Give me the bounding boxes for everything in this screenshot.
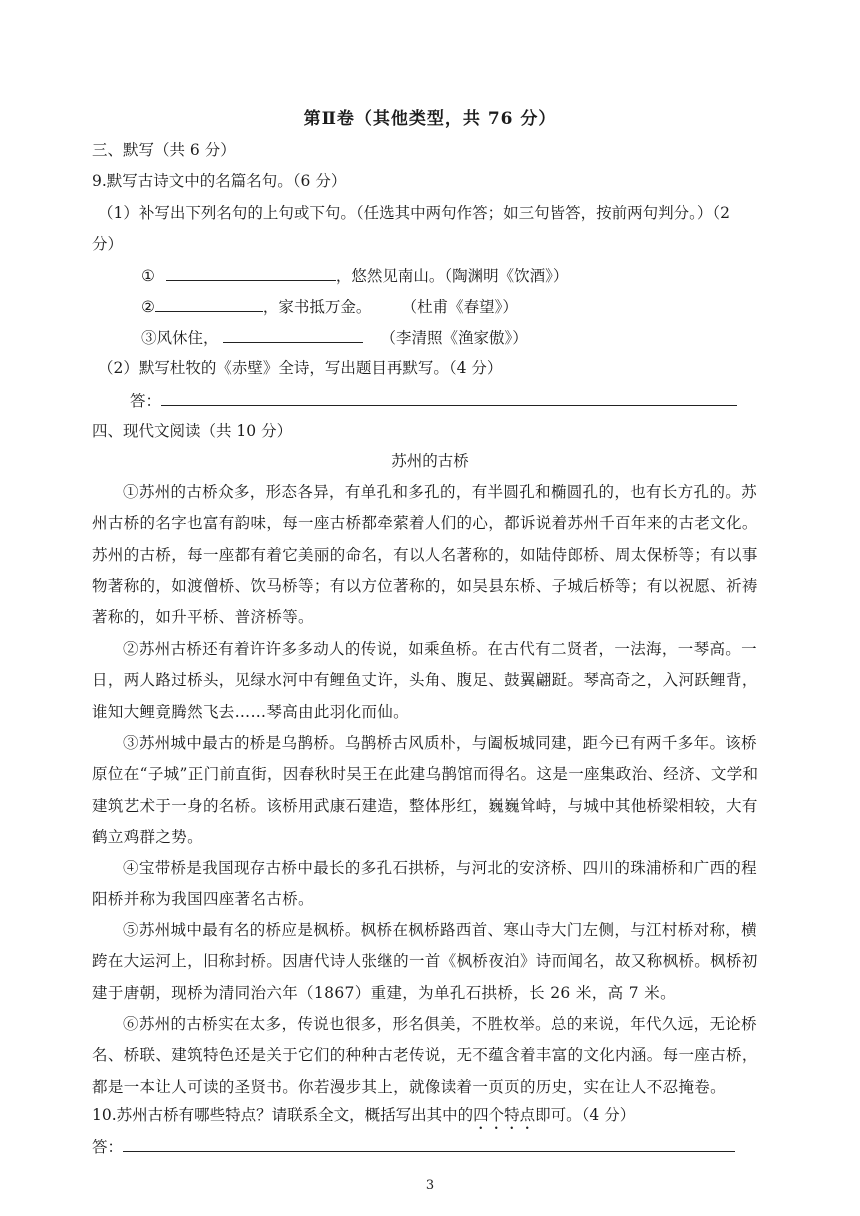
- question-10: [92, 1105, 635, 1133]
- article-paragraph-6: ⑥苏州的古桥实在太多，传说也很多，形名俱美，不胜枚举。总的来说，年代久远，无论桥名、桥联、建筑特色还是关于它们的种种古老传说，无不蕴含着丰富的文化内涵。每一座古桥，都是一本让人可读的圣贤书。你若漫步其上，就像读着一页页的历史，实在让人不忍掩卷。: [92, 1015, 758, 1096]
- article-paragraph-3: ③苏州城中最古的桥是乌鹊桥。乌鹊桥古风质朴，与阖板城同建，距今已有两千多年。该桥原位在“子城”正门前直街，因春秋时吴王在此建乌鹊馆而得名。这是一座集政治、经济、文学和建筑艺术于一身的名桥。该桥用武康石建造，整体彤红，巍巍耸峙，与城中其他桥梁相较，大有鹤立鸡群之势。: [92, 734, 759, 846]
- fill-item-1: [141, 265, 568, 286]
- answer-blank-10[interactable]: [123, 1136, 735, 1152]
- question-9-part1: （1）补写出下列名句的上句或下句。（任选其中两句作答；如三句皆答，按前两句判分。）（2: [98, 204, 730, 222]
- question-9: 9.默写古诗文中的名篇名句。（6 分）: [92, 172, 347, 190]
- article-title: 苏州的古桥: [391, 452, 469, 470]
- question-10-prefix: 10.苏州古桥有哪些特点？请联系全文，概括写出其中的: [92, 1106, 474, 1124]
- item-3-source: （李清照《渔家傲》）: [380, 329, 528, 347]
- answer-blank-poem[interactable]: [161, 390, 737, 406]
- page-number: 3: [425, 1178, 435, 1193]
- answer-line-10: [92, 1136, 735, 1157]
- article-paragraph-5: ⑤苏州城中最有名的桥应是枫桥。枫桥在枫桥路西首、寒山寺大门左侧，与江村桥对称，横跨在大运河上，旧称封桥。因唐代诗人张继的一首《枫桥夜泊》诗而闻名，故又称枫桥。枫桥初建于唐朝，现桥为清同治六年（1867）重建，为单孔石拱桥，长 26 米，高 7 米。: [92, 921, 758, 1002]
- section4-heading: 四、现代文阅读（共 10 分）: [92, 422, 293, 440]
- item-1-mark: ①: [141, 267, 155, 285]
- item-1-text: ，悠然见南山。（陶渊明《饮酒》）: [335, 267, 569, 285]
- article-paragraph-4: ④宝带桥是我国现存古桥中最长的多孔石拱桥，与河北的安济桥、四川的珠浦桥和广西的程阳桥并称为我国四座著名古桥。: [92, 859, 758, 909]
- article-paragraph-2: ②苏州古桥还有着许许多多动人的传说，如乘鱼桥。在古代有二贤者，一法海，一琴高。一日，两人路过桥头，见绿水河中有鲤鱼丈许，头角、腹足、鼓翼翩跹。琴高奇之，入河跃鲤背，谁知大鲤竟腾然飞去……琴高由此羽化而仙。: [92, 640, 758, 721]
- answer-blank-1[interactable]: [166, 265, 336, 281]
- section3-heading: 三、默写（共 6 分）: [92, 141, 236, 159]
- fill-item-2: [141, 296, 518, 317]
- question-9-part1-cont: 分）: [92, 235, 124, 253]
- item-2-text: ，家书抵万金。: [262, 298, 372, 316]
- answer-blank-2[interactable]: [155, 296, 263, 312]
- question-10-emphasis: 四个特点: [473, 1106, 536, 1124]
- item-2-mark: ②: [141, 298, 155, 316]
- question-10-suffix: 即可。（4 分）: [535, 1106, 636, 1124]
- item-2-source: （杜甫《春望》）: [409, 298, 518, 316]
- answer-label: 答：: [130, 392, 162, 410]
- fill-item-3: [141, 327, 528, 348]
- question-9-part2: （2）默写杜牧的《赤壁》全诗，写出题目再默写。（4 分）: [98, 359, 503, 377]
- answer-line-9: [130, 390, 737, 411]
- answer-label-10: 答：: [92, 1138, 124, 1156]
- answer-blank-3[interactable]: [223, 327, 363, 343]
- item-3-prefix: ③风休住，: [141, 329, 219, 347]
- article-paragraph-1: ①苏州的古桥众多，形态各异，有单孔和多孔的，有半圆孔和椭圆孔的，也有长方孔的。苏州古桥的名字也富有韵味，每一座古桥都牵萦着人们的心，都诉说着苏州千百年来的古老文化。苏州的古桥，每一座都有着它美丽的命名，有以人名著称的，如陆侍郎桥、周太保桥等；有以事物著称的，如渡僧桥、饮马桥等；有以方位著称的，如吴县东桥、子城后桥等；有以祝愿、祈祷著称的，如升平桥、普济桥等。: [92, 483, 758, 627]
- section-title: 第Ⅱ卷（其他类型，共 76 分）: [303, 109, 557, 129]
